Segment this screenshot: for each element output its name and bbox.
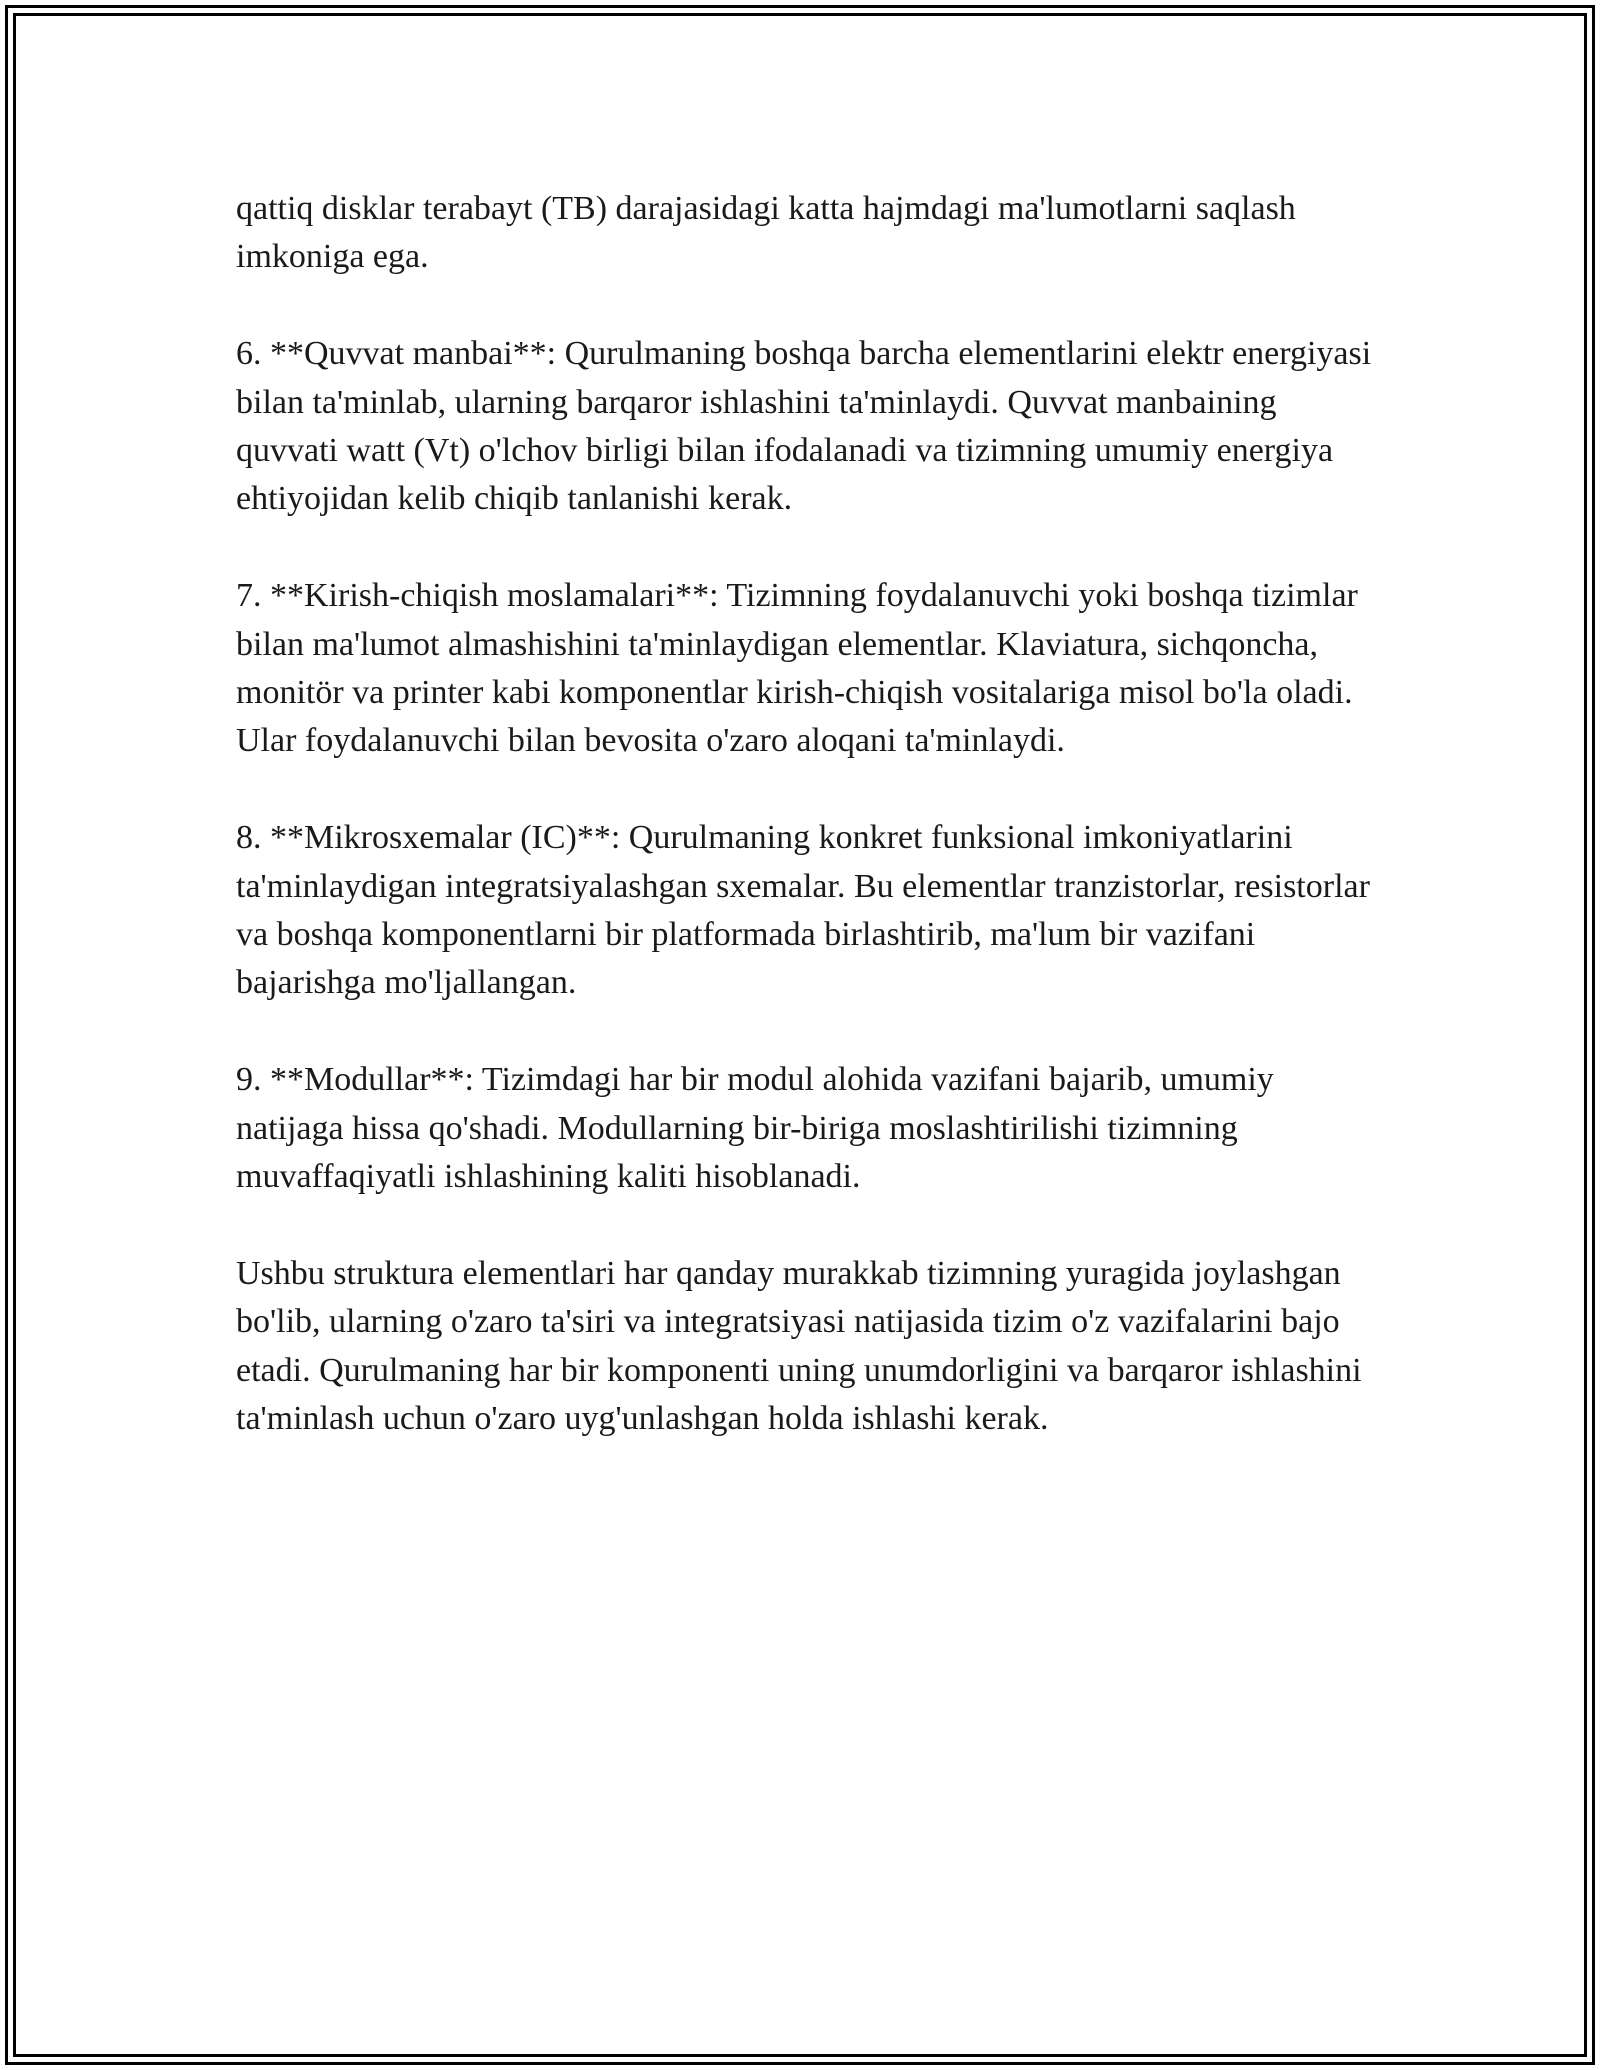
paragraph-power-supply: 6. **Quvvat manbai**: Qurulmaning boshqa barcha elementlarini elektr energiyasi bilan ta'minlab, ularning barqaror ishlashini ta'minlaydi. Quvvat manbaining quvvati watt (Vt) o'lchov birligi bilan ifodalanadi va tizimning umumiy energiya ehtiyojidan kelib chiqib tanlanishi kerak. — [236, 335, 1372, 518]
paragraph-io-devices: 7. **Kirish-chiqish moslamalari**: Tizimning foydalanuvchi yoki boshqa tizimlar bilan ma'lumot almashishini ta'minlaydigan elementlar. Klaviatura, sichqoncha, monitör va printer kabi komponentlar kirish-chiqish vositalariga misol bo'la oladi. Ular foydalanuvchi bilan bevosita o'zaro aloqani ta'minlaydi. — [236, 577, 1358, 760]
paragraph-conclusion: Ushbu struktura elementlari har qanday murakkab tizimning yuragida joylashgan bo'lib, ularning o'zaro ta'siri va integratsiyasi natijasida tizim o'z vazifalarini bajo etadi. Qurulmaning har bir komponenti uning unumdorligini va barqaror ishlashini ta'minlash uchun o'zaro uyg'unlashgan holda ishlashi kerak. — [236, 1254, 1362, 1438]
paragraph-modules: 9. **Modullar**: Tizimdagi har bir modul alohida vazifani bajarib, umumiy natijaga hissa qo'shadi. Modullarning bir-biriga moslashtirilishi tizimning muvaffaqiyatli ishlashining kaliti hisoblanadi. — [236, 1061, 1274, 1196]
document-body — [236, 185, 1376, 1492]
paragraph-microchips: 8. **Mikrosxemalar (IC)**: Qurulmaning konkret funksional imkoniyatlarini ta'minlaydigan integratsiyalashgan sxemalar. Bu elementlar tranzistorlar, resistorlar va boshqa komponentlarni bir platformada birlashtirib, ma'lum bir vazifani bajarishga mo'ljallangan. — [236, 819, 1370, 1002]
paragraph-storage-continuation: qattiq disklar terabayt (TB) darajasidagi katta hajmdagi ma'lumotlarni saqlash imkoniga ega. — [236, 190, 1296, 276]
